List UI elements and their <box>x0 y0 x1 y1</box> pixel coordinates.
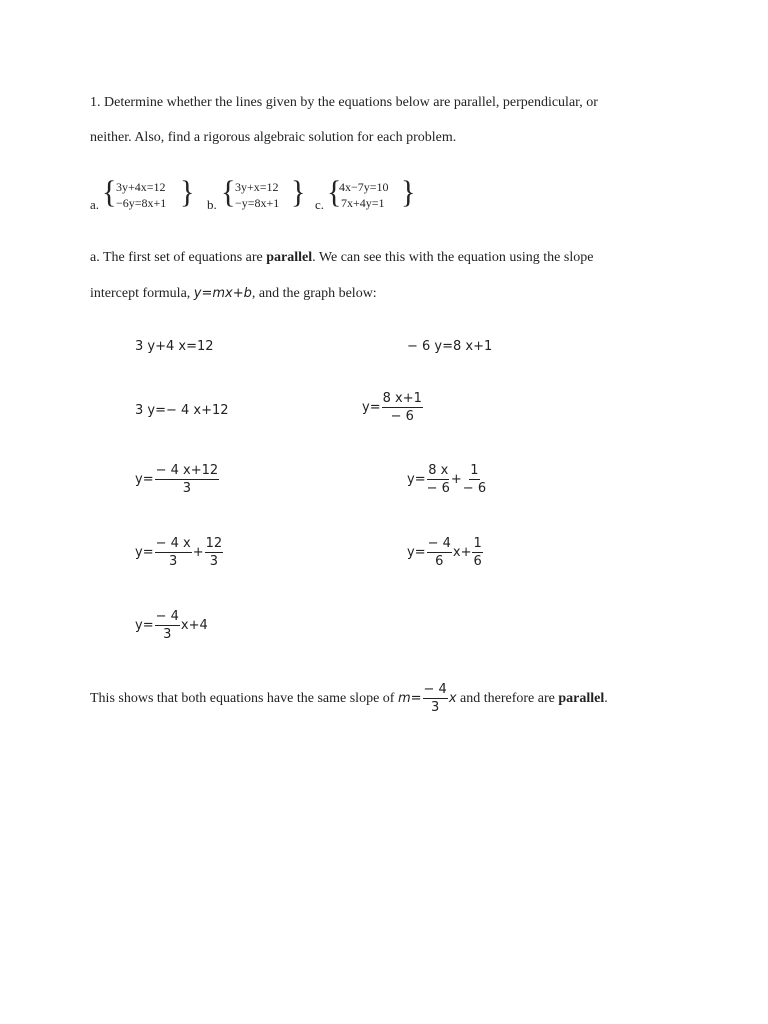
numerator: − 4 x <box>155 536 191 551</box>
lhs: y= <box>135 545 154 560</box>
denominator: 3 <box>169 554 178 569</box>
conclusion-text: and therefore are <box>456 690 559 706</box>
fraction <box>382 392 423 423</box>
denominator: − 6 <box>390 409 414 424</box>
numerator: 8 x <box>428 463 449 478</box>
denominator: − 6 <box>462 481 487 496</box>
denominator: 3 <box>431 700 440 715</box>
problem-line-1: 1. Determine whether the lines given by the equations below are parallel, perpendicular, or <box>90 95 598 110</box>
answer-text: intercept formula, <box>90 286 194 301</box>
slope-intercept-formula: y=mx+b <box>193 286 252 301</box>
fraction <box>427 537 452 568</box>
lhs: y= <box>135 618 154 633</box>
fraction <box>472 537 482 568</box>
answer-text: a. The first set of equations are <box>90 250 267 265</box>
lhs: y= <box>407 545 426 560</box>
numerator: 8 x+1 <box>382 391 422 406</box>
system-c <box>315 175 420 214</box>
operator: + <box>192 545 204 560</box>
lhs: y= <box>135 472 154 487</box>
right-step-1: − 6 y=8 x+1 <box>407 339 493 354</box>
left-step-2: 3 y=− 4 x+12 <box>135 403 229 418</box>
system-label: c. <box>315 197 325 212</box>
right-step-3 <box>407 464 487 495</box>
answer-text: . We can see this with the equation using the slope <box>312 250 594 265</box>
numerator: 1 <box>473 536 482 551</box>
problem-line-2: neither. Also, find a rigorous algebraic solution for each problem. <box>90 130 457 145</box>
fraction <box>205 537 224 568</box>
left-step-1: 3 y+4 x=12 <box>135 339 214 354</box>
lhs: m= <box>397 691 422 706</box>
answer-text: , and the graph below: <box>251 286 377 301</box>
left-brace: { <box>102 175 117 210</box>
left-step-4 <box>135 537 224 568</box>
system-equation-1: 4x−7y=10 <box>339 180 389 194</box>
system-equation-2: −6y=8x+1 <box>116 196 167 210</box>
right-brace: } <box>401 175 416 210</box>
fraction <box>155 464 220 495</box>
left-step-3 <box>135 464 220 495</box>
system-label: b. <box>207 197 217 212</box>
denominator: 6 <box>473 554 482 569</box>
lhs: y= <box>407 472 426 487</box>
left-brace: { <box>221 175 236 210</box>
right-step-4 <box>407 537 484 568</box>
left-brace: { <box>327 175 342 210</box>
right-brace: } <box>291 175 306 210</box>
fraction <box>155 610 180 641</box>
denominator: 6 <box>435 554 444 569</box>
middle-term: x+ <box>452 545 472 560</box>
fraction <box>155 537 192 568</box>
parallel-bold: parallel <box>558 690 605 706</box>
conclusion-text: This shows that both equations have the same slope of <box>90 690 398 706</box>
fraction <box>423 683 448 714</box>
right-brace: } <box>180 175 195 210</box>
numerator: − 4 <box>427 536 451 551</box>
system-label: a. <box>90 197 100 212</box>
numerator: − 4 <box>423 682 447 697</box>
conclusion-line <box>90 683 608 714</box>
fraction <box>427 464 450 495</box>
numerator: 1 <box>470 463 479 478</box>
system-equation-2: 7x+4y=1 <box>341 196 385 210</box>
left-step-5 <box>135 610 208 641</box>
fraction <box>463 464 486 495</box>
variable: x <box>448 691 457 706</box>
answer-a-line-1 <box>90 251 593 265</box>
system-b <box>207 175 312 214</box>
answer-a-line-2 <box>90 287 377 301</box>
numerator: − 4 <box>155 609 179 624</box>
conclusion-text: . <box>604 690 608 706</box>
numerator: − 4 x+12 <box>155 463 219 478</box>
denominator: 3 <box>182 481 192 496</box>
numerator: 12 <box>205 536 223 551</box>
system-equation-1: 3y+x=12 <box>235 180 279 194</box>
system-equation-2: −y=8x+1 <box>235 196 280 210</box>
lhs: y= <box>362 400 381 415</box>
denominator: 3 <box>163 627 172 642</box>
parallel-bold: parallel <box>266 250 313 265</box>
denominator: − 6 <box>426 481 450 496</box>
rest: x+4 <box>180 618 208 633</box>
right-step-2 <box>362 392 424 423</box>
system-equation-1: 3y+4x=12 <box>116 180 166 194</box>
denominator: 3 <box>209 554 219 569</box>
slope-expression <box>398 683 457 714</box>
operator: + <box>450 472 462 487</box>
system-a <box>90 175 200 214</box>
